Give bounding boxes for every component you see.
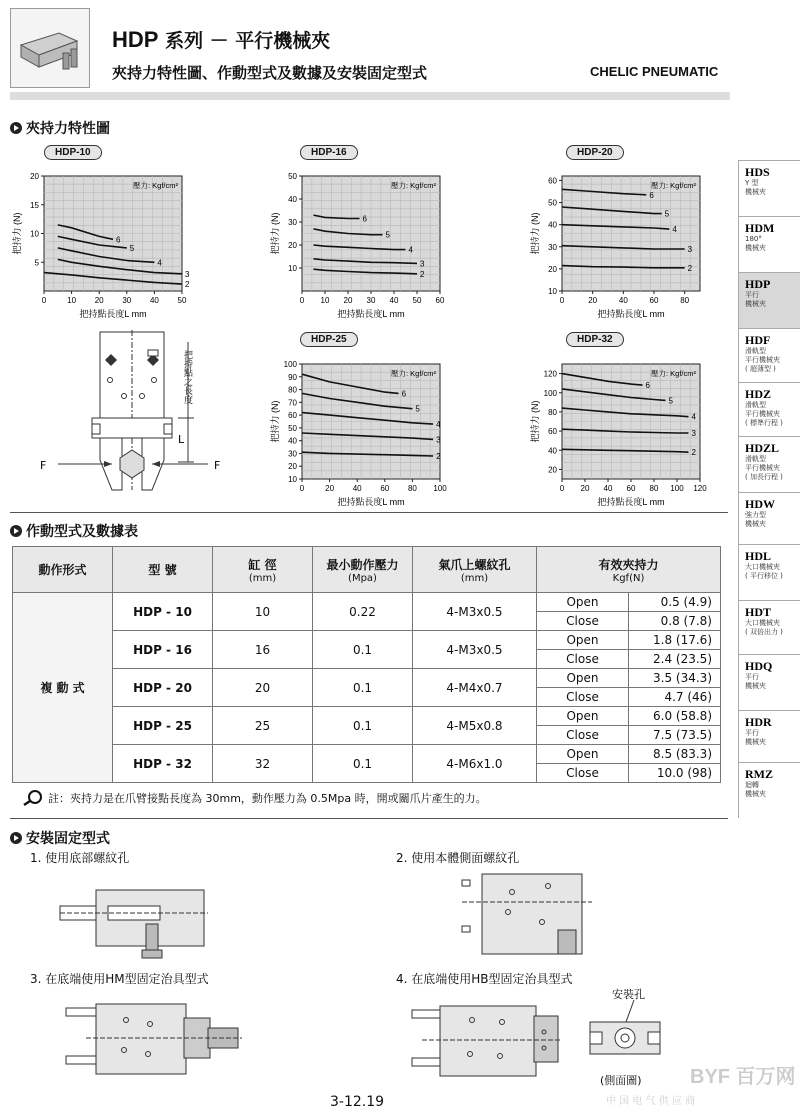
y-tick-label: 10	[288, 264, 297, 273]
x-axis-label: 把持點長度L mm	[337, 309, 405, 319]
y-axis-label: 把持力 (N)	[270, 400, 280, 443]
y-tick-label: 40	[548, 220, 557, 230]
x-tick-label: 60	[649, 296, 659, 305]
sidebar-item-desc: ( 平行移位 )	[745, 572, 783, 580]
sidebar-item-code: HDZL	[745, 441, 780, 455]
series-label: 6	[116, 235, 121, 245]
sidebar-item-hdm[interactable]	[738, 216, 800, 272]
side-view-label: (側面圖)	[600, 1074, 642, 1087]
sidebar-item-desc: 機械夾	[745, 738, 766, 746]
series-label: 5	[385, 230, 390, 240]
series-label: 5	[415, 404, 420, 414]
x-axis-label: 把持點長度L mm	[597, 309, 665, 319]
sidebar-item-desc: 平行機械夾	[745, 464, 780, 472]
open-force-cell: 1.8 (17.6)	[629, 631, 721, 650]
x-axis-label: 把持點長度L mm	[337, 497, 405, 507]
open-force-cell: 3.5 (34.3)	[629, 669, 721, 688]
series-label: 4	[436, 420, 441, 430]
section-force-chart: 夾持力特性圖	[10, 118, 110, 138]
series-label: 2	[436, 452, 441, 461]
y-tick-label: 80	[288, 385, 297, 395]
sidebar-item-code: HDM	[745, 221, 775, 235]
close-force-cell: 2.4 (23.5)	[629, 650, 721, 669]
gripper-diagram	[38, 330, 238, 504]
x-tick-label: 0	[559, 484, 565, 493]
sidebar-item-hdr[interactable]	[738, 710, 800, 762]
pressure-cell: 0.1	[313, 745, 413, 783]
mount-drawing-1	[60, 880, 210, 964]
sidebar-item-desc: Y 型	[745, 179, 759, 187]
x-tick-label: 20	[588, 296, 598, 305]
pressure-cell: 0.1	[313, 707, 413, 745]
x-tick-label: 120	[693, 484, 707, 493]
mount-drawing-2	[462, 872, 592, 966]
sidebar-item-desc: ( 加長行程 )	[745, 473, 783, 481]
pressure-cell: 0.1	[313, 669, 413, 707]
bore-cell: 25	[213, 707, 313, 745]
y-tick-label: 80	[548, 407, 557, 417]
bore-cell: 20	[213, 669, 313, 707]
x-tick-label: 40	[149, 296, 159, 305]
y-tick-label: 60	[548, 427, 557, 437]
y-tick-label: 10	[30, 229, 39, 239]
sidebar-item-hdq[interactable]	[738, 654, 800, 710]
x-tick-label: 0	[559, 296, 565, 305]
y-tick-label: 100	[283, 360, 297, 369]
arrow-bullet-icon	[10, 122, 22, 134]
chart-hdp10	[10, 162, 190, 319]
x-tick-label: 0	[41, 296, 47, 305]
open-force-cell: 0.5 (4.9)	[629, 593, 721, 612]
table-row	[13, 745, 721, 764]
sidebar-item-code: HDZ	[745, 387, 772, 401]
y-tick-label: 90	[288, 372, 297, 382]
sidebar-item-desc: 大口機械夾	[745, 619, 780, 627]
y-tick-label: 50	[288, 172, 297, 181]
section-mounting: 安裝固定型式	[10, 828, 110, 848]
sidebar-item-desc: ( 標準行程 )	[745, 419, 783, 427]
series-label: 6	[645, 381, 650, 391]
sidebar-item-code: HDQ	[745, 659, 773, 673]
bore-cell: 10	[213, 593, 313, 631]
header-thread: 氣爪上螺紋孔 (mm)	[413, 547, 537, 593]
x-tick-label: 20	[94, 296, 104, 305]
model-cell: HDP - 32	[113, 745, 213, 783]
sidebar-item-desc: 平行	[745, 729, 759, 737]
pressure-label: 壓力: Kgf/cm²	[390, 181, 436, 190]
chart-label-hdp16: HDP-16	[300, 145, 358, 160]
close-label-cell: Close	[537, 764, 629, 783]
sidebar-item-code: HDP	[745, 277, 771, 291]
arrow-bullet-icon	[10, 525, 22, 537]
series-label: 4	[691, 412, 696, 422]
close-label-cell: Close	[537, 612, 629, 631]
product-sidebar	[738, 160, 800, 840]
sidebar-item-desc: 平行機械夾	[745, 410, 780, 418]
open-label-cell: Open	[537, 707, 629, 726]
mount-type-4-label: 4. 在底端使用HB型固定治具型式	[396, 972, 573, 986]
y-tick-label: 40	[288, 436, 297, 446]
chart-label-hdp10: HDP-10	[44, 145, 102, 160]
sidebar-item-hdz[interactable]	[738, 382, 800, 436]
bore-cell: 16	[213, 631, 313, 669]
y-tick-label: 20	[548, 264, 557, 274]
x-tick-label: 60	[435, 296, 445, 305]
model-cell: HDP - 10	[113, 593, 213, 631]
close-label-cell: Close	[537, 688, 629, 707]
series-label: 2	[691, 448, 696, 458]
chart-hdp32	[528, 350, 707, 507]
sidebar-item-code: HDW	[745, 497, 775, 511]
y-tick-label: 5	[34, 258, 39, 268]
gripper-image	[11, 9, 89, 87]
sidebar-item-rmz[interactable]	[738, 762, 800, 818]
x-tick-label: 10	[320, 296, 330, 305]
series-label: 3	[420, 259, 425, 269]
model-cell: HDP - 20	[113, 669, 213, 707]
sidebar-item-desc: 強力型	[745, 511, 766, 519]
sidebar-item-hds[interactable]	[738, 160, 800, 216]
sidebar-item-hdl[interactable]	[738, 544, 800, 600]
y-tick-label: 40	[548, 446, 557, 456]
series-label: 3	[687, 244, 693, 254]
arrow-bullet-icon	[10, 832, 22, 844]
y-tick-label: 70	[288, 398, 297, 408]
thread-cell: 4-M5x0.8	[413, 707, 537, 745]
grip-point-length-label: 把持點之長度	[182, 350, 192, 404]
page-title: HDP 系列 － 平行機械夾	[112, 27, 331, 52]
sidebar-item-code: HDT	[745, 605, 772, 619]
pressure-cell: 0.22	[313, 593, 413, 631]
header-divider	[10, 92, 730, 100]
pressure-cell: 0.1	[313, 631, 413, 669]
x-tick-label: 60	[626, 484, 636, 493]
header-action: 動作形式	[13, 547, 113, 593]
x-tick-label: 80	[680, 296, 690, 305]
pressure-label: 壓力: Kgf/cm²	[650, 181, 696, 190]
y-axis-label: 把持力 (N)	[530, 400, 540, 443]
series-label: 2	[185, 280, 190, 290]
brand-name: CHELIC PNEUMATIC	[590, 64, 719, 79]
x-tick-label: 20	[343, 296, 353, 305]
watermark-subtext: 中 国 电 气 供 应 商	[606, 1096, 696, 1107]
y-axis-label: 把持力 (N)	[12, 212, 22, 255]
open-label-cell: Open	[537, 745, 629, 764]
close-force-cell: 0.8 (7.8)	[629, 612, 721, 631]
x-tick-label: 40	[389, 296, 399, 305]
y-tick-label: 20	[30, 172, 39, 181]
y-tick-label: 50	[548, 198, 557, 208]
sidebar-item-desc: 機械夾	[745, 790, 766, 798]
x-tick-label: 100	[433, 484, 447, 493]
sidebar-item-desc: 180°	[745, 235, 762, 243]
x-axis-label: 把持點長度L mm	[79, 309, 147, 319]
y-tick-label: 10	[288, 475, 297, 484]
mount-drawing-3	[66, 1000, 246, 1084]
product-thumbnail	[10, 8, 90, 88]
thread-cell: 4-M4x0.7	[413, 669, 537, 707]
length-l-label: L	[178, 433, 185, 446]
thread-cell: 4-M3x0.5	[413, 631, 537, 669]
open-force-cell: 8.5 (83.3)	[629, 745, 721, 764]
model-cell: HDP - 25	[113, 707, 213, 745]
open-label-cell: Open	[537, 593, 629, 612]
sidebar-item-desc: 滑軌型	[745, 455, 766, 463]
pressure-label: 壓力: Kgf/cm²	[132, 181, 178, 190]
y-tick-label: 100	[543, 388, 557, 398]
x-tick-label: 40	[603, 484, 613, 493]
bore-cell: 32	[213, 745, 313, 783]
series-label: 5	[668, 396, 673, 406]
mount-type-2-label: 2. 使用本體側面螺紋孔	[396, 851, 520, 865]
sidebar-item-code: HDL	[745, 549, 772, 563]
y-tick-label: 20	[288, 462, 297, 472]
sidebar-item-desc: 平行機械夾	[745, 356, 780, 364]
header-bore: 缸 徑 (mm)	[213, 547, 313, 593]
table-row	[13, 707, 721, 726]
x-tick-label: 20	[580, 484, 590, 493]
spec-table	[12, 546, 721, 783]
sidebar-item-desc: 機械夾	[745, 520, 766, 528]
x-tick-label: 60	[380, 484, 390, 493]
sidebar-item-code: HDS	[745, 165, 770, 179]
sidebar-item-desc: 滑軌型	[745, 401, 766, 409]
x-tick-label: 50	[177, 296, 187, 305]
table-row	[13, 631, 721, 650]
sidebar-item-desc: 平行	[745, 673, 759, 681]
close-label-cell: Close	[537, 650, 629, 669]
sidebar-item-desc: ( 超薄型 )	[745, 365, 776, 373]
header-force: 有效夾持力 Kgf(N)	[537, 547, 721, 593]
close-label-cell: Close	[537, 726, 629, 745]
series-label: 6	[362, 214, 367, 224]
thread-cell: 4-M6x1.0	[413, 745, 537, 783]
page-subtitle: 夾持力特性圖、作動型式及數據及安裝固定型式	[112, 64, 428, 82]
y-tick-label: 50	[288, 423, 297, 433]
x-tick-label: 10	[67, 296, 77, 305]
series-label: 5	[664, 209, 670, 219]
section-divider	[10, 512, 728, 513]
x-tick-label: 0	[299, 296, 305, 305]
series-label: 3	[185, 269, 190, 279]
series-label: 2	[687, 263, 693, 273]
y-tick-label: 60	[548, 176, 557, 186]
sidebar-item-desc: 大口機械夾	[745, 563, 780, 571]
pressure-label: 壓力: Kgf/cm²	[650, 369, 696, 378]
model-cell: HDP - 16	[113, 631, 213, 669]
y-tick-label: 30	[288, 218, 297, 227]
action-type-cell: 複 動 式	[13, 593, 113, 783]
y-tick-label: 15	[30, 200, 39, 210]
force-right-label: F	[214, 459, 221, 472]
sidebar-item-hdw[interactable]	[738, 492, 800, 544]
table-row	[13, 593, 721, 612]
sidebar-item-hdt[interactable]	[738, 600, 800, 654]
sidebar-item-desc: 機械夾	[745, 244, 766, 252]
x-tick-label: 80	[407, 484, 417, 493]
table-row	[13, 669, 721, 688]
sidebar-item-desc: 機械夾	[745, 188, 766, 196]
sidebar-item-desc: 平行	[745, 291, 759, 299]
mount-type-3-label: 3. 在底端使用HM型固定治具型式	[30, 972, 209, 986]
section-spec-table: 作動型式及數據表	[10, 521, 138, 541]
watermark-logo: BYF 百万网	[690, 1066, 796, 1088]
series-label: 4	[408, 245, 413, 255]
sidebar-item-desc: ( 双倍出力 )	[745, 628, 783, 636]
chart-hdp25	[268, 350, 447, 507]
sidebar-item-code: HDR	[745, 715, 772, 729]
chart-label-hdp32: HDP-32	[566, 332, 624, 347]
y-tick-label: 120	[543, 369, 557, 379]
series-label: 6	[401, 389, 407, 399]
series-label: 5	[129, 243, 135, 253]
chart-label-hdp25: HDP-25	[300, 332, 358, 347]
y-tick-label: 30	[548, 242, 557, 252]
sidebar-item-code: HDF	[745, 333, 771, 347]
x-tick-label: 30	[122, 296, 132, 305]
close-force-cell: 10.0 (98)	[629, 764, 721, 783]
chart-hdp16	[268, 162, 445, 319]
section-divider	[10, 818, 728, 819]
magnifier-icon	[22, 790, 44, 806]
side-view-drawing	[586, 1000, 666, 1064]
y-axis-label: 把持力 (N)	[270, 212, 280, 255]
y-tick-label: 20	[288, 241, 297, 250]
spec-table-wrap	[12, 546, 721, 783]
open-label-cell: Open	[537, 669, 629, 688]
y-tick-label: 10	[548, 287, 557, 296]
x-tick-label: 30	[366, 296, 376, 305]
y-axis-label: 把持力 (N)	[530, 212, 540, 255]
sidebar-item-desc: 機械夾	[745, 682, 766, 690]
thread-cell: 4-M3x0.5	[413, 593, 537, 631]
header-model: 型 號	[113, 547, 213, 593]
chart-label-hdp20: HDP-20	[566, 145, 624, 160]
series-label: 4	[157, 258, 162, 268]
series-label: 3	[436, 435, 441, 445]
x-axis-label: 把持點長度L mm	[597, 497, 665, 507]
y-tick-label: 30	[288, 449, 297, 459]
mounting-hole-label: 安裝孔	[612, 988, 645, 1001]
series-label: 6	[649, 190, 654, 200]
table-note: 註：夾持力是在爪臂接點長度為 30mm，動作壓力為 0.5Mpa 時，開或關爪片產生的力。	[22, 790, 487, 806]
x-tick-label: 50	[412, 296, 422, 305]
series-label: 4	[672, 225, 677, 235]
sidebar-item-desc: 迴轉	[745, 781, 759, 789]
y-tick-label: 40	[288, 195, 297, 204]
x-tick-label: 0	[299, 484, 305, 493]
close-force-cell: 7.5 (73.5)	[629, 726, 721, 745]
sidebar-item-hdzl[interactable]	[738, 436, 800, 492]
sidebar-item-desc: 機械夾	[745, 300, 766, 308]
sidebar-item-hdp[interactable]	[738, 272, 800, 328]
mount-type-1-label: 1. 使用底部螺紋孔	[30, 851, 130, 865]
pressure-label: 壓力: Kgf/cm²	[390, 369, 436, 378]
x-tick-label: 80	[649, 484, 659, 493]
mount-drawing-4	[412, 1002, 562, 1086]
x-tick-label: 40	[352, 484, 362, 493]
sidebar-item-hdf[interactable]	[738, 328, 800, 382]
open-label-cell: Open	[537, 631, 629, 650]
series-label: 2	[420, 269, 425, 279]
x-tick-label: 100	[670, 484, 684, 493]
page-number: 3-12.19	[330, 1094, 385, 1110]
x-tick-label: 40	[618, 296, 628, 305]
y-tick-label: 20	[548, 465, 557, 475]
y-tick-label: 60	[288, 411, 297, 421]
sidebar-item-desc: 滑軌型	[745, 347, 766, 355]
force-left-label: F	[40, 459, 47, 472]
x-tick-label: 20	[325, 484, 335, 493]
header-min-pressure: 最小動作壓力 (Mpa)	[313, 547, 413, 593]
close-force-cell: 4.7 (46)	[629, 688, 721, 707]
series-label: 3	[691, 429, 696, 438]
open-force-cell: 6.0 (58.8)	[629, 707, 721, 726]
chart-hdp20	[528, 162, 703, 319]
sidebar-item-code: RMZ	[745, 767, 773, 781]
